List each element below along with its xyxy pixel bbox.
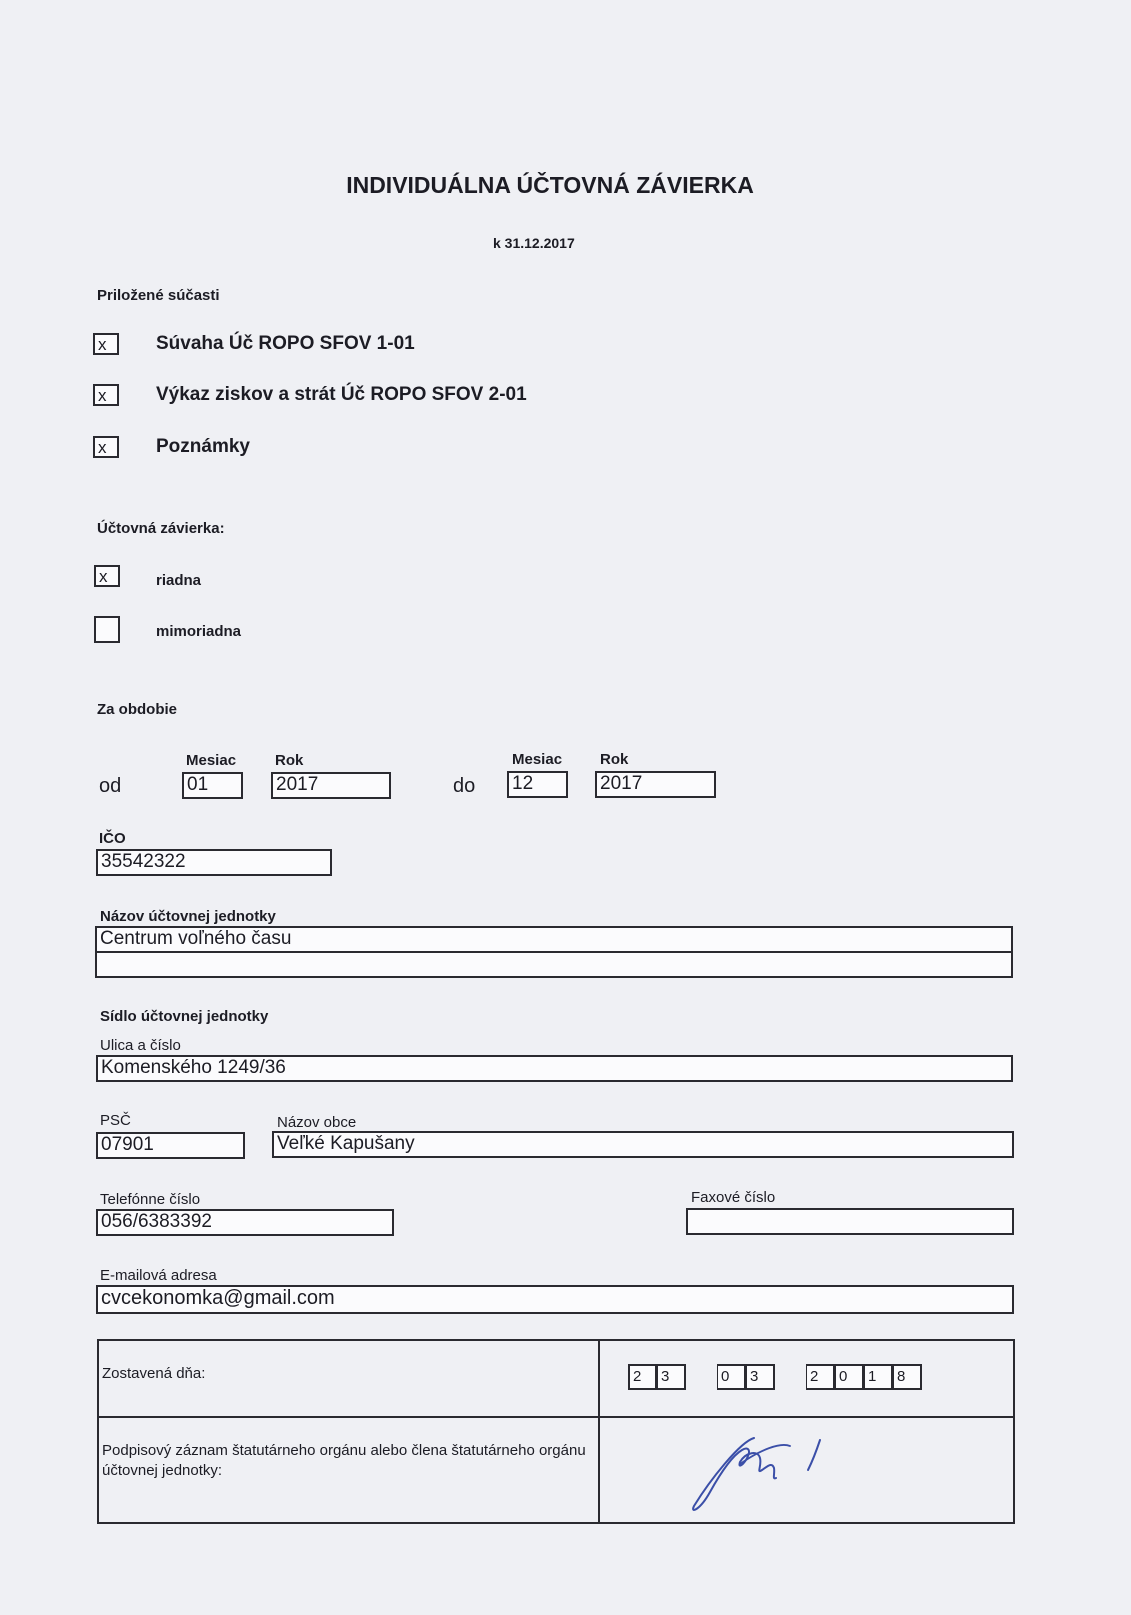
- attachment-checkbox-profit-loss[interactable]: x: [93, 384, 119, 406]
- city-label: Názov obce: [277, 1114, 357, 1131]
- city-field[interactable]: Veľké Kapušany: [272, 1131, 1014, 1158]
- entity-name-label: Názov účtovnej jednotky: [100, 908, 276, 925]
- email-label: E-mailová adresa: [100, 1267, 217, 1284]
- to-label: do: [453, 775, 476, 797]
- to-month-label: Mesiac: [512, 751, 563, 768]
- from-month-label: Mesiac: [186, 752, 237, 769]
- table-column-divider: [598, 1339, 600, 1524]
- period-heading: Za obdobie: [97, 701, 177, 718]
- fax-field[interactable]: [686, 1208, 1014, 1235]
- attachment-label-notes: Poznámky: [156, 436, 250, 457]
- from-label: od: [99, 775, 122, 797]
- to-month-field[interactable]: 12: [507, 771, 568, 798]
- ico-field[interactable]: 35542322: [96, 849, 332, 876]
- phone-field[interactable]: 056/6383392: [96, 1209, 394, 1236]
- attachments-heading: Priložené súčasti: [97, 287, 220, 304]
- email-field[interactable]: cvcekonomka@gmail.com: [96, 1285, 1014, 1314]
- street-field[interactable]: Komenského 1249/36: [96, 1055, 1013, 1082]
- attachment-checkbox-notes[interactable]: x: [93, 436, 119, 458]
- closing-label-extraordinary: mimoriadna: [156, 623, 242, 640]
- ico-label: IČO: [99, 830, 126, 847]
- phone-label: Telefónne číslo: [100, 1191, 201, 1208]
- compiled-month-digit-1[interactable]: 0: [717, 1364, 746, 1390]
- to-year-label: Rok: [600, 751, 629, 768]
- compiled-year-digit-3[interactable]: 1: [864, 1364, 893, 1390]
- closing-label-regular: riadna: [156, 572, 202, 589]
- entity-name-field-line2[interactable]: [95, 951, 1013, 978]
- attachment-checkbox-balance[interactable]: x: [93, 333, 119, 355]
- fax-label: Faxové číslo: [691, 1189, 776, 1206]
- document-date: k 31.12.2017: [493, 235, 575, 251]
- to-year-field[interactable]: 2017: [595, 771, 716, 798]
- from-year-field[interactable]: 2017: [271, 772, 391, 799]
- compiled-year-digit-1[interactable]: 2: [806, 1364, 835, 1390]
- document-title: INDIVIDUÁLNA ÚČTOVNÁ ZÁVIERKA: [346, 172, 754, 198]
- signature-image: [680, 1420, 860, 1520]
- zip-label: PSČ: [100, 1112, 131, 1129]
- from-year-label: Rok: [275, 752, 304, 769]
- compiled-day-digit-2[interactable]: 3: [657, 1364, 686, 1390]
- address-heading: Sídlo účtovnej jednotky: [100, 1008, 269, 1025]
- table-row-divider: [97, 1416, 1015, 1418]
- entity-name-field-line1[interactable]: Centrum voľného času: [95, 926, 1013, 953]
- compiled-label: Zostavená dňa:: [102, 1365, 206, 1382]
- closing-checkbox-regular[interactable]: x: [94, 565, 120, 587]
- compiled-month-digit-2[interactable]: 3: [746, 1364, 775, 1390]
- from-month-field[interactable]: 01: [182, 772, 243, 799]
- compiled-year-digit-4[interactable]: 8: [893, 1364, 922, 1390]
- closing-checkbox-extraordinary[interactable]: [94, 616, 120, 643]
- signature-label: Podpisový záznam štatutárneho orgánu alebo člena štatutárneho orgánu účtovnej jednotky:: [102, 1442, 586, 1479]
- attachment-label-profit-loss: Výkaz ziskov a strát Úč ROPO SFOV 2-01: [156, 384, 527, 405]
- zip-field[interactable]: 07901: [96, 1132, 245, 1159]
- attachment-label-balance: Súvaha Úč ROPO SFOV 1-01: [156, 333, 415, 354]
- street-label: Ulica a číslo: [100, 1037, 181, 1054]
- compiled-day-digit-1[interactable]: 2: [628, 1364, 657, 1390]
- compiled-year-digit-2[interactable]: 0: [835, 1364, 864, 1390]
- closing-type-heading: Účtovná závierka:: [97, 520, 225, 537]
